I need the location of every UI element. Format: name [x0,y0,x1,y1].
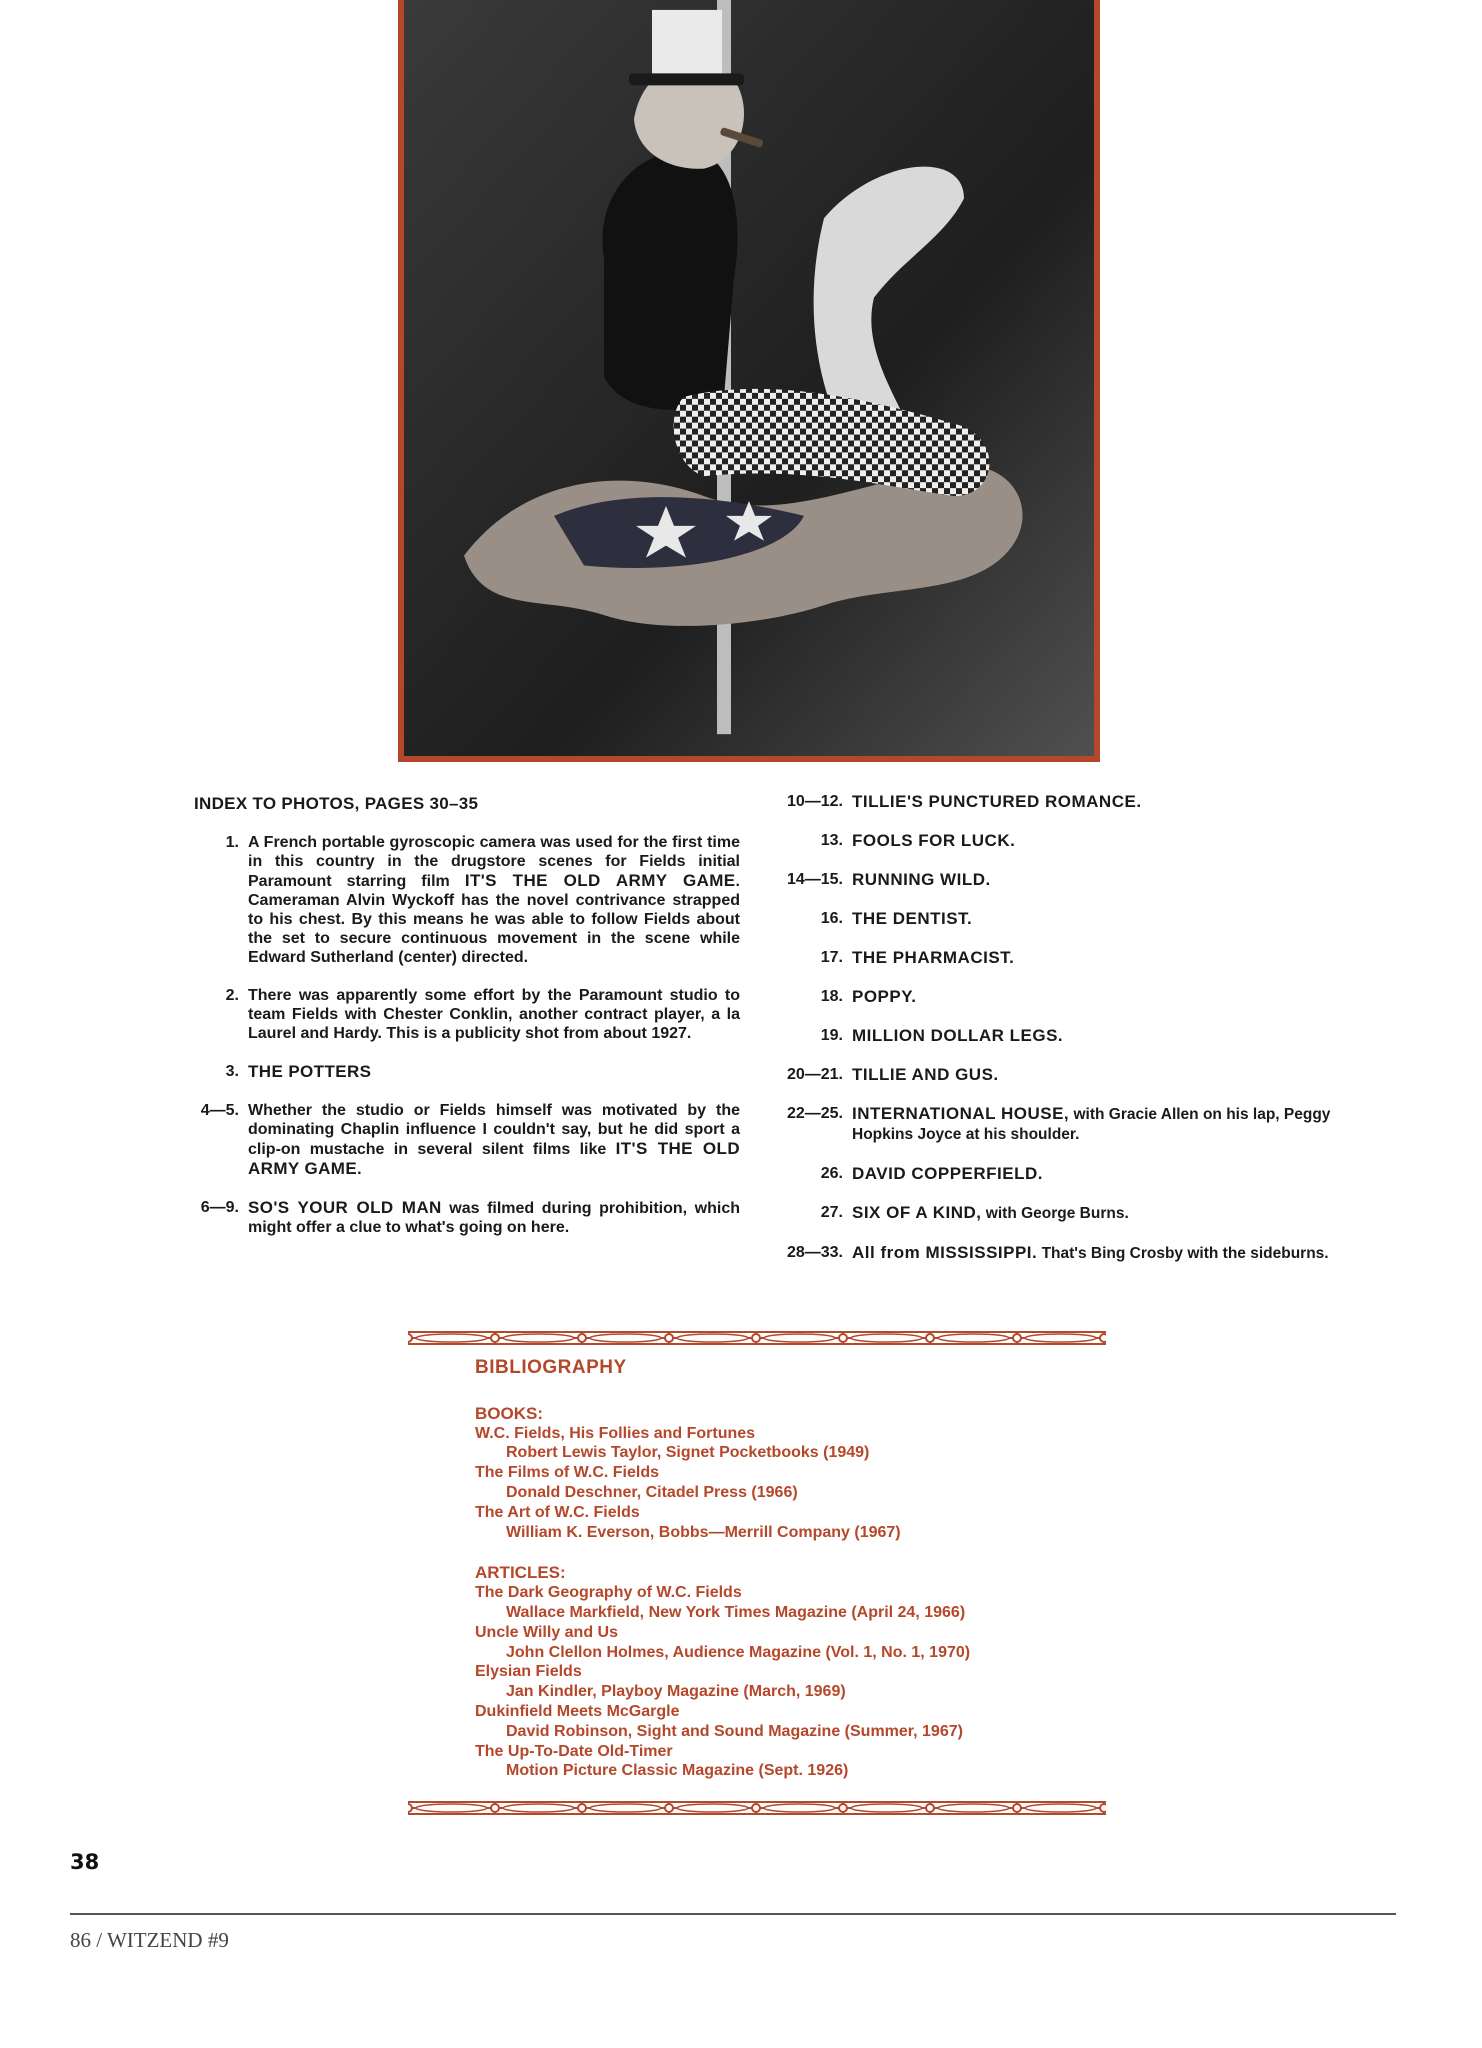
article-item: Dukinfield Meets McGargle David Robinson, Sight and Sound Magazine (Summer, 1967) [475,1702,963,1740]
entry-number: 1. [225,834,239,851]
index-entry-18: 18. POPPY. [820,987,917,1006]
page-number: 38 [70,1850,100,1874]
index-entry-1 [190,833,740,967]
carousel-photo [404,0,1094,756]
article-item: Uncle Willy and Us John Clellon Holmes, Audience Magazine (Vol. 1, No. 1, 1970) [475,1623,971,1661]
footer-divider [70,1913,1396,1915]
index-entry-20-21: 20—21. TILLIE AND GUS. [786,1065,999,1084]
entry-text: THE POTTERS [248,1062,372,1081]
ornamental-rule-top [408,1328,1106,1348]
article-item: Elysian Fields Jan Kindler, Playboy Magazine (March, 1969) [475,1663,846,1701]
index-entry-13: 13. FOOLS FOR LUCK. [820,831,1016,850]
bibliography [475,1358,1115,1781]
entry-text: SO'S YOUR OLD MAN was filmed during prohibition, which might offer a clue to what's going on here. [248,1198,740,1236]
entry-text: A French portable gyroscopic camera was used for the first time in this country in the drugstore scenes for Fields initial Paramount starring film IT'S THE OLD ARMY GAME. Cameraman Alvin Wyckoff has the novel contrivance strapped to his chest. By this means he was able to follow Fields about the set to secure continuous movement in the scene while Edward Sutherland (center) directed. [248,834,740,966]
photo-frame [398,0,1100,762]
entry-text: There was apparently some effort by the Paramount studio to team Fields with Chester Conklin, another contract player, a la Laurel and Hardy. This is a publicity shot from about 1927. [248,987,740,1042]
index-title: INDEX TO PHOTOS, PAGES 30–35 [194,794,479,813]
entry-text: Whether the studio or Fields himself was motivated by the dominating Chaplin influence I couldn't say, but he did sport a clip-on mustache in several silent films like IT'S THE OLD ARMY GAME. [248,1102,741,1178]
index-entry-4-5 [190,1101,740,1179]
index-right-column [776,792,1346,1283]
book-item: W.C. Fields, His Follies and Fortunes Robert Lewis Taylor, Signet Pocketbooks (1949) [475,1424,870,1462]
index-entry-14-15: 14—15. RUNNING WILD. [786,870,991,889]
entry-number: 2. [225,987,239,1004]
index-entry-27: 27. SIX OF A KIND, with George Burns. [820,1203,1129,1222]
index-entry-19: 19. MILLION DOLLAR LEGS. [820,1026,1064,1045]
entry-number: 6—9. [200,1199,239,1216]
book-item: The Art of W.C. Fields William K. Everson, Bobbs—Merrill Company (1967) [475,1503,901,1541]
bibliography-title: BIBLIOGRAPHY [475,1357,627,1378]
index-entry-16: 16. THE DENTIST. [820,909,973,928]
ornamental-rule-bottom [408,1798,1106,1818]
footer-label: 86 / WITZEND #9 [70,1928,229,1952]
article-item: The Up-To-Date Old-Timer Motion Picture Classic Magazine (Sept. 1926) [475,1742,849,1780]
articles-label: ARTICLES: [475,1563,566,1583]
index-entry-6-9 [190,1198,740,1237]
books-label: BOOKS: [475,1403,543,1423]
book-item: The Films of W.C. Fields Donald Deschner, Citadel Press (1966) [475,1464,798,1501]
index-entry-10-12: 10—12. TILLIE'S PUNCTURED ROMANCE. [786,792,1142,811]
index-entry-2 [190,986,740,1043]
index-entry-22-25: 22—25. INTERNATIONAL HOUSE, with Gracie Allen on his lap, Peggy Hopkins Joyce at his shoulder. [786,1104,1331,1143]
article-item: The Dark Geography of W.C. Fields Wallace Markfield, New York Times Magazine (April 24, 1966) [475,1584,966,1621]
index-entry-26: 26. DAVID COPPERFIELD. [820,1164,1043,1183]
index-left-column [190,794,740,1256]
index-entry-28-33: 28—33. All from MISSISSIPPI. That's Bing Crosby with the sideburns. [786,1243,1329,1262]
entry-number: 3. [225,1063,239,1080]
index-entry-3 [190,1062,740,1082]
index-entry-17: 17. THE PHARMACIST. [820,948,1015,967]
entry-number: 4—5. [200,1102,239,1119]
